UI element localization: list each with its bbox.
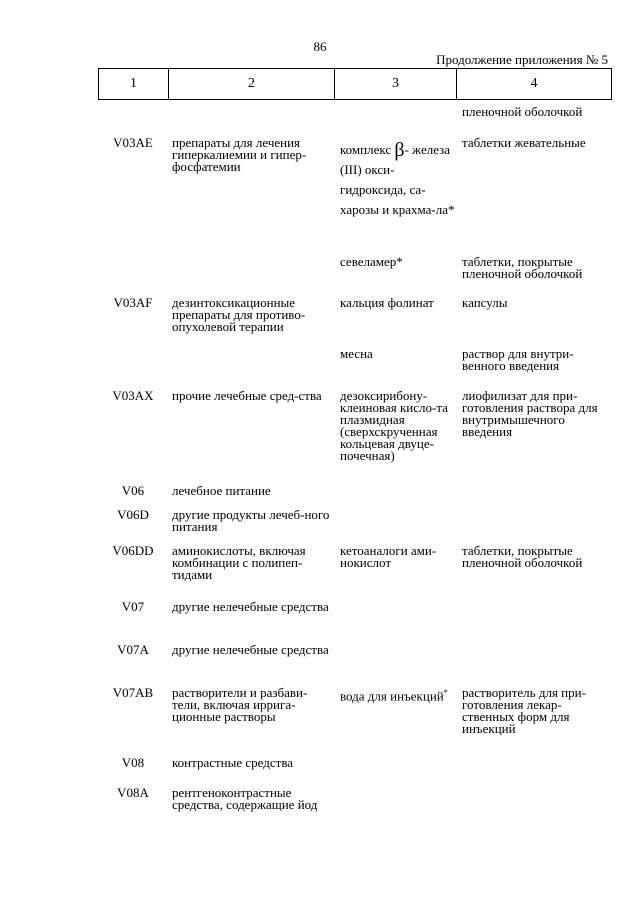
drug-v07ab-mark: * xyxy=(443,688,448,697)
drug-prefix: комплекс xyxy=(340,142,392,157)
code-v06: V06 xyxy=(121,483,145,498)
form-v07ab: растворитель для при-готовления лекар-ственных форм для инъекций xyxy=(462,685,586,736)
code-v07ab: V07AB xyxy=(112,685,154,700)
form-v06dd: таблетки, покрытые пленочной оболочкой xyxy=(462,543,583,570)
code-v03af: V03AF xyxy=(113,295,153,310)
drug-v07ab xyxy=(340,687,460,702)
form-continuation: пленочной оболочкой xyxy=(462,104,583,119)
form-v03af-2: раствор для внутри-венного введения xyxy=(462,346,574,373)
page-number: 86 xyxy=(313,39,327,54)
drug-v07ab-text: вода для инъекций xyxy=(340,688,444,704)
name-v03ax: прочие лечебные сред-ства xyxy=(172,388,322,403)
code-v03ax: V03AX xyxy=(112,388,154,403)
header-col-3: 3 xyxy=(335,69,457,100)
name-v07ab: растворители и разбави-тели, включая ирригa-ционные растворы xyxy=(172,685,308,724)
beta-symbol: β xyxy=(394,139,405,161)
name-v06dd: аминокислоты, включая комбинации с полипеп-тидами xyxy=(172,543,306,582)
drug-v03ae-beta-complex: комплекс β- железа (III) окси-гидроксида, са-харозы и крахма-ла* xyxy=(340,139,455,217)
name-v08: контрастные средства xyxy=(172,755,294,770)
form-v03ae-2: таблетки, покрытые пленочной оболочкой xyxy=(462,254,583,281)
drug-v03af-folinate: кальция фолинат xyxy=(340,295,434,310)
header-col-4: 4 xyxy=(457,69,612,100)
name-v07: другие нелечебные средства xyxy=(172,599,329,614)
code-v06d: V06D xyxy=(117,507,149,522)
drug-v03ax: дезоксирибону-клеиновая кисло-та плазмидная (сверхскрученная кольцевая двуце-почечная) xyxy=(340,388,448,463)
code-v06dd: V06DD xyxy=(112,543,154,558)
name-v06d: другие продукты лечеб-ного питания xyxy=(172,507,330,534)
code-v07: V07 xyxy=(121,599,145,614)
drug-v03ae-sevelamer: севеламер* xyxy=(340,254,403,269)
code-v03ae: V03AE xyxy=(113,135,153,150)
appendix-continuation: Продолжение приложения № 5 xyxy=(436,52,608,67)
form-v03ax: лиофилизат для при-готовления раствора для внутримышечного введения xyxy=(462,388,598,439)
code-v07a: V07A xyxy=(117,642,149,657)
drug-v06dd: кетоаналоги ами-нокислот xyxy=(340,543,437,570)
drug-v03af-mesna: месна xyxy=(340,346,373,361)
header-col-1: 1 xyxy=(99,69,169,100)
form-v03af-1: капсулы xyxy=(462,295,508,310)
drug-rest: железа (III) окси-гидроксида, са-харозы и крахма-ла* xyxy=(340,142,455,217)
code-v08a: V08A xyxy=(117,785,149,800)
name-v08a: рентгеноконтрастные средства, содержащие йод xyxy=(172,785,318,812)
name-v03af: дезинтоксикационные препараты для противо-опухолевой терапии xyxy=(172,295,306,334)
name-v03ae: препараты для лечения гиперкалиемии и гипер-фосфатемии xyxy=(172,135,307,174)
name-v07a: другие нелечебные средства xyxy=(172,642,329,657)
form-v03ae-1: таблетки жевательные xyxy=(462,135,586,150)
code-v08: V08 xyxy=(121,755,145,770)
header-col-2: 2 xyxy=(169,69,335,100)
name-v06: лечебное питание xyxy=(172,483,271,498)
table-header xyxy=(98,68,612,100)
